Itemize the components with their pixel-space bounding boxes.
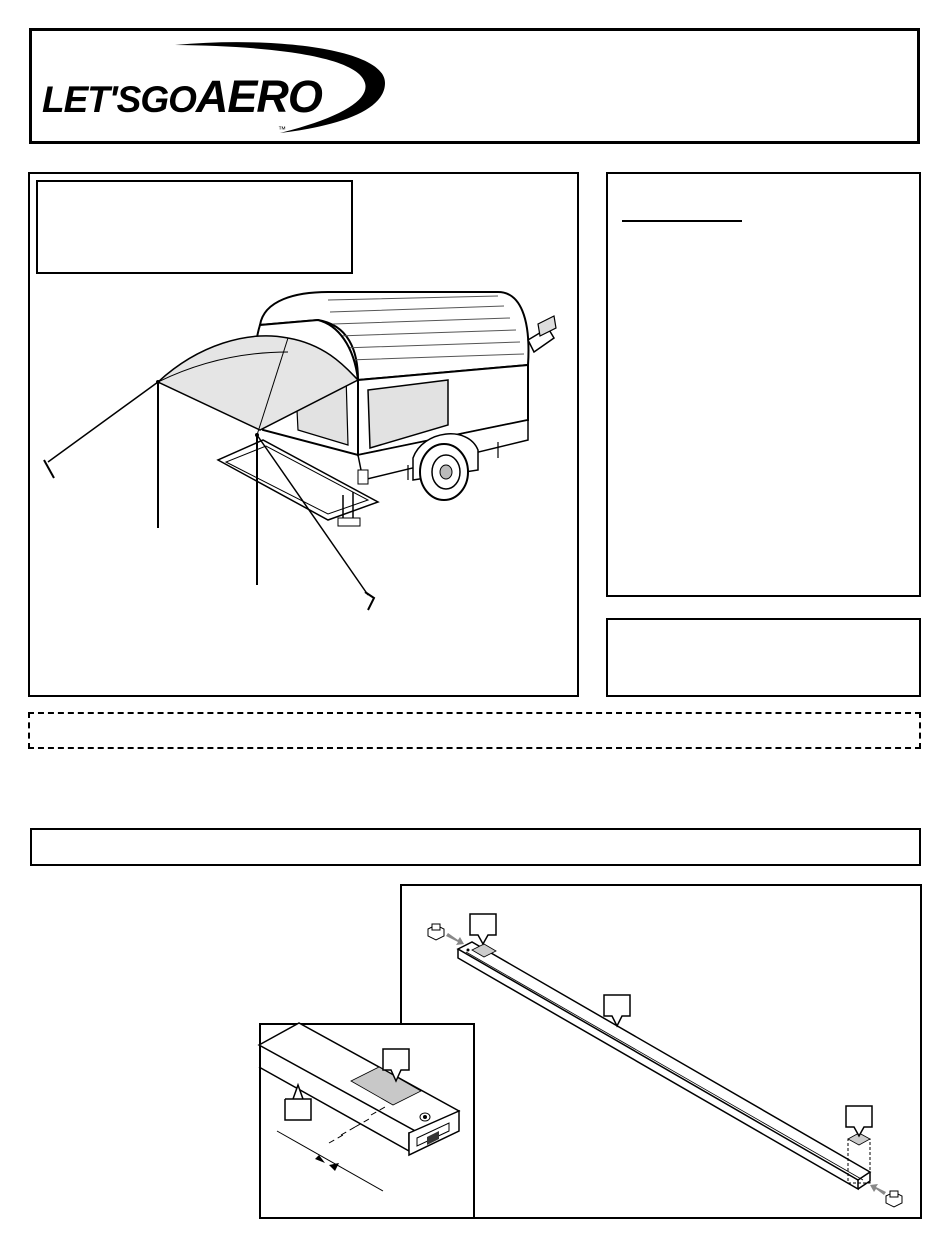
- detail-magnifier-diagram: [259, 1023, 475, 1219]
- support-bar-diagram: [400, 884, 922, 1219]
- info-heading-underline: [622, 220, 742, 222]
- info-panel: [606, 172, 921, 597]
- callout-bar-right: [846, 1106, 872, 1136]
- step-heading-box: [30, 828, 921, 866]
- dashed-note-box: [28, 712, 921, 749]
- note-panel: [606, 618, 921, 697]
- arrow-icon: [446, 933, 464, 945]
- logo-trademark: ™: [278, 125, 286, 134]
- arrow-icon: [870, 1184, 886, 1195]
- callout-detail-left: [285, 1085, 311, 1120]
- trailer-tent-illustration: [28, 280, 579, 700]
- logo-text: LET'SGOAERO: [42, 71, 322, 122]
- hero-title-box: [36, 180, 353, 274]
- callout-bar-left: [470, 914, 496, 944]
- logo: [40, 38, 400, 138]
